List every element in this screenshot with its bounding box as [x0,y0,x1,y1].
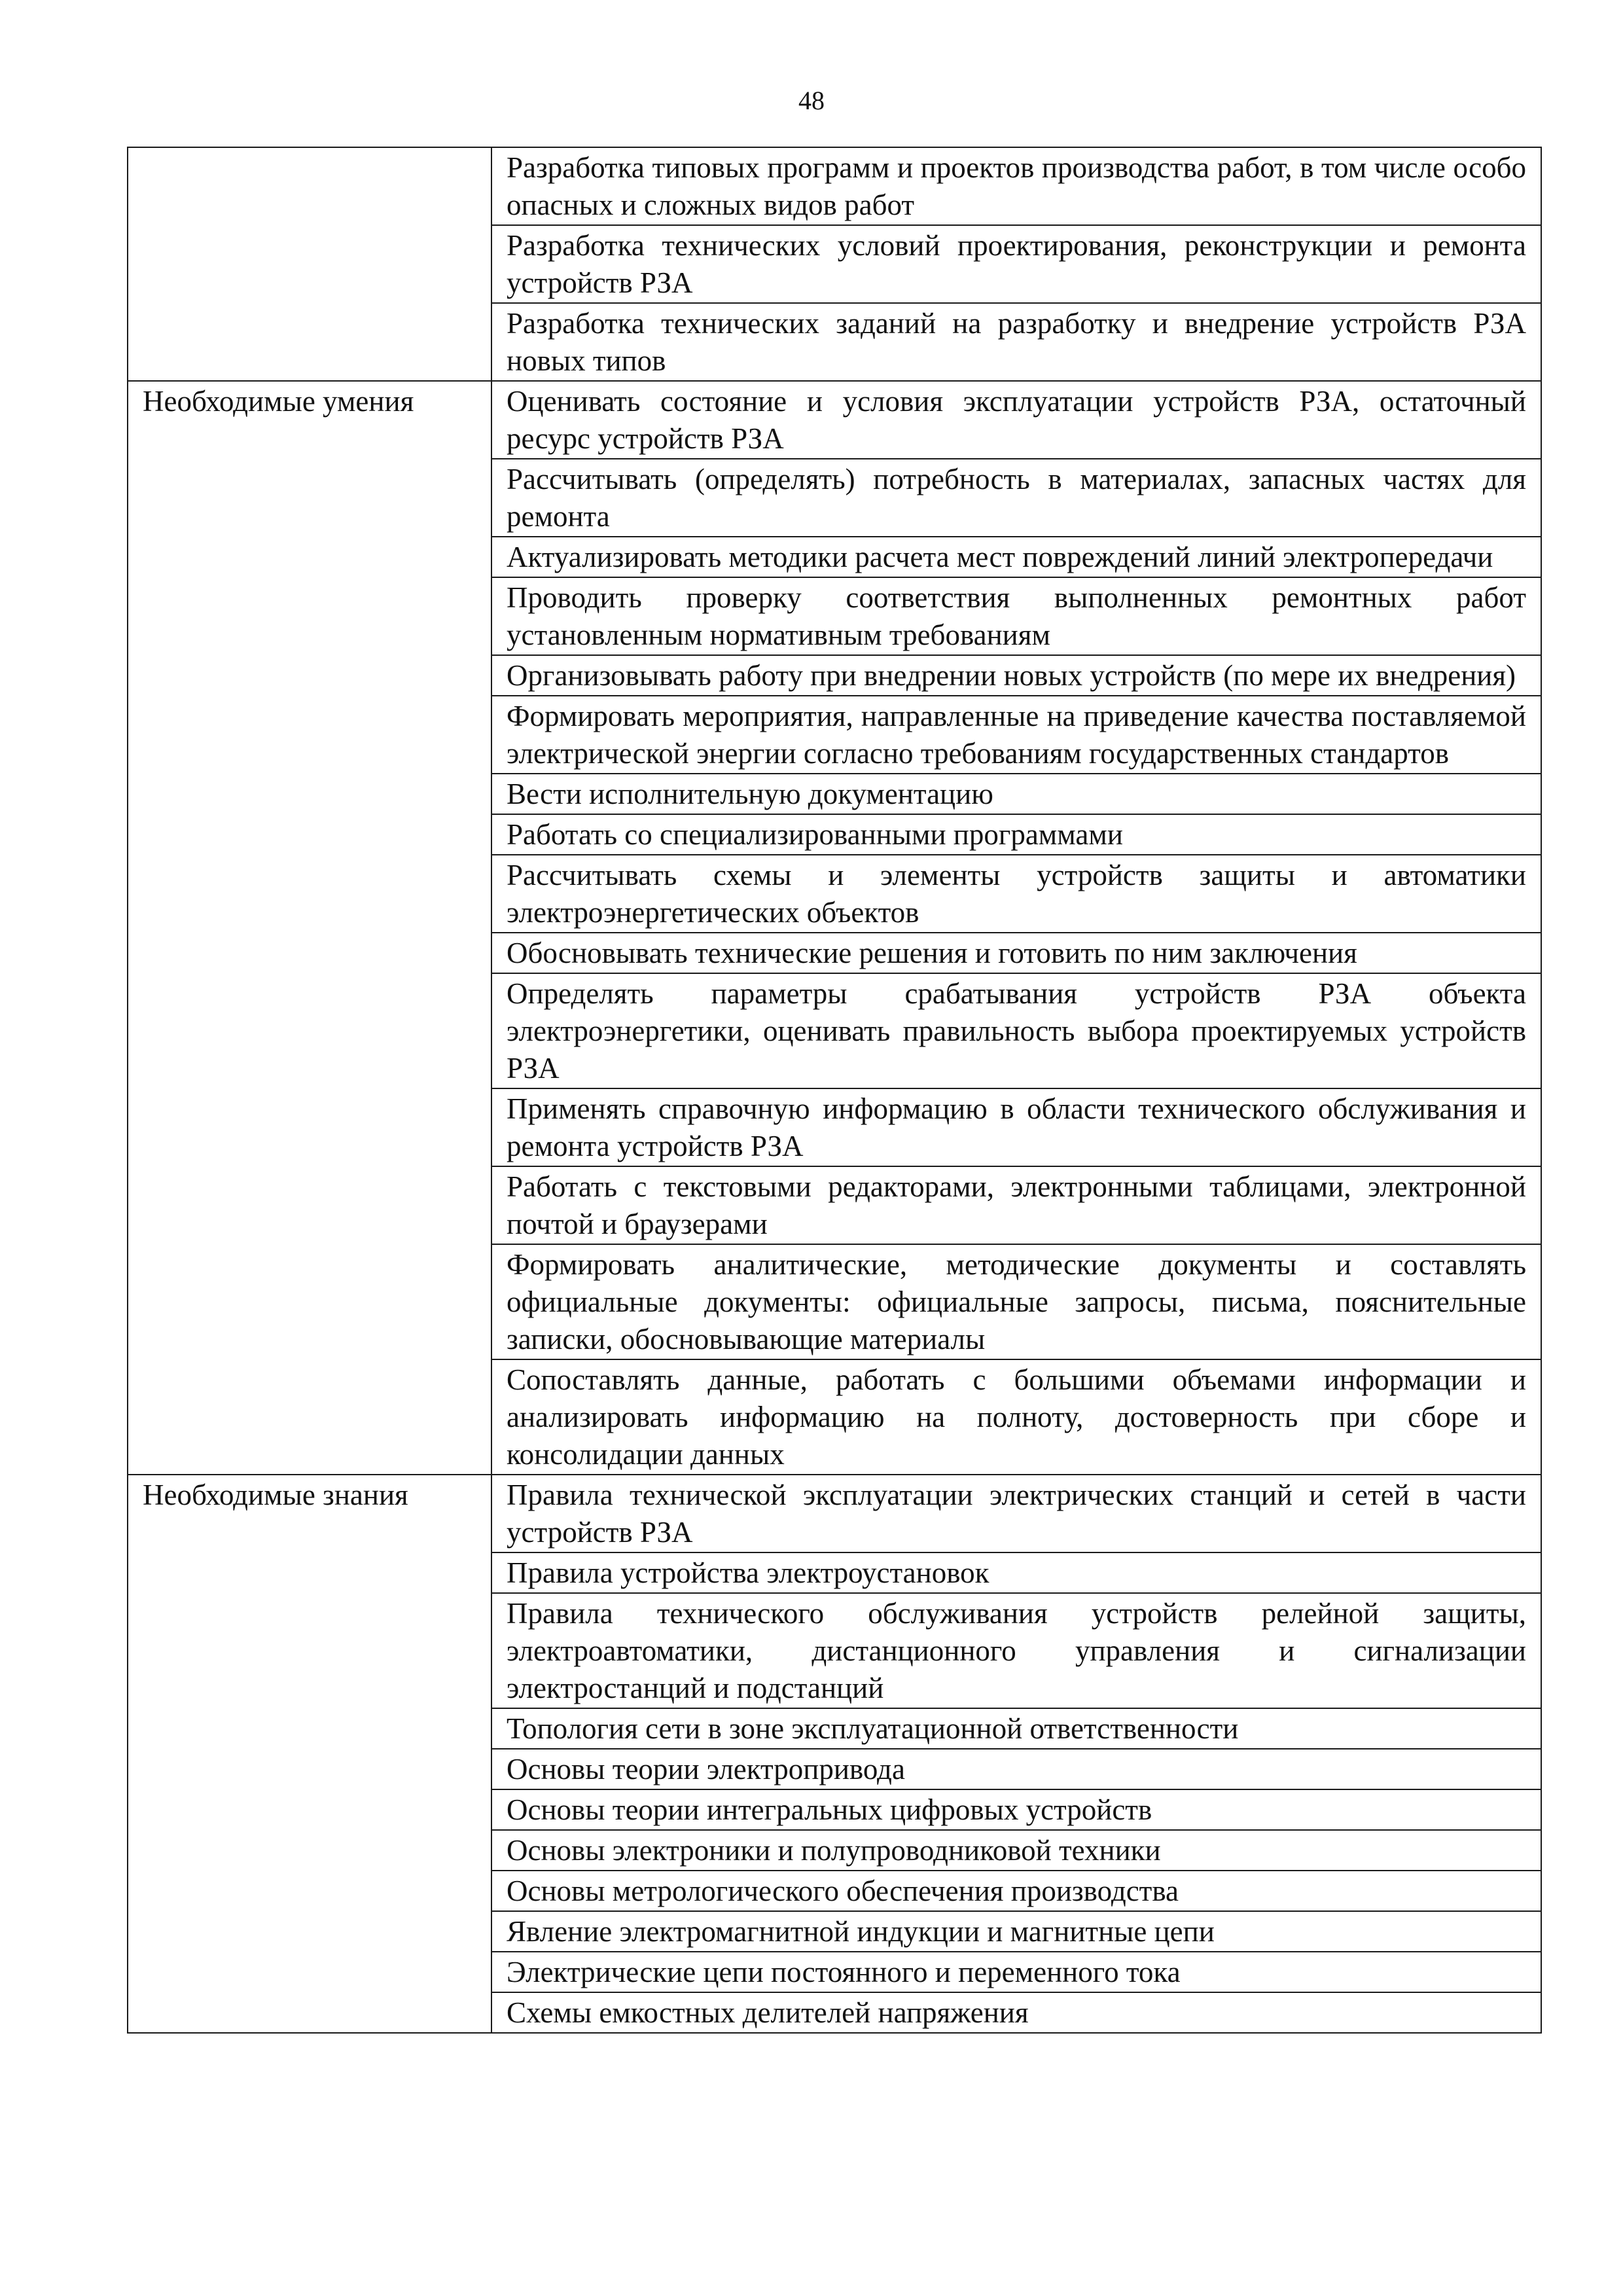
table-cell-text: Основы теории электропривода [491,1749,1541,1789]
page-number: 48 [798,86,825,115]
competency-table-body [128,147,1541,2033]
table-cell-text: Работать со специализированными программами [491,814,1541,855]
table-cell-text: Правила технического обслуживания устройств релейной защиты, электроавтоматики, дистанционного управления и сигнализации электростанций и подстанций [491,1593,1541,1708]
table-cell-text: Разработка технических заданий на разработку и внедрение устройств РЗА новых типов [491,303,1541,381]
table-cell-text: Определять параметры срабатывания устройств РЗА объекта электроэнергетики, оценивать правильность выбора проектируемых устройств РЗА [491,973,1541,1088]
table-cell-text: Рассчитывать схемы и элементы устройств защиты и автоматики электроэнергетических объектов [491,855,1541,933]
table-row [128,1475,1541,1552]
table-cell-text: Основы теории интегральных цифровых устройств [491,1789,1541,1830]
table-cell-text: Основы электроники и полупроводниковой техники [491,1830,1541,1871]
table-cell-text: Актуализировать методики расчета мест повреждений линий электропередачи [491,537,1541,577]
section-label-empty [128,147,491,381]
section-label: Необходимые знания [128,1475,491,2033]
table-cell-text: Разработка типовых программ и проектов производства работ, в том числе особо опасных и сложных видов работ [491,147,1541,225]
table-cell-text: Организовывать работу при внедрении новых устройств (по мере их внедрения) [491,655,1541,696]
table-cell-text: Правила устройства электроустановок [491,1552,1541,1593]
table-cell-text: Схемы емкостных делителей напряжения [491,1992,1541,2033]
table-cell-text: Обосновывать технические решения и готовить по ним заключения [491,933,1541,973]
table-cell-text: Работать с текстовыми редакторами, электронными таблицами, электронной почтой и браузерами [491,1166,1541,1244]
table-cell-text: Разработка технических условий проектирования, реконструкции и ремонта устройств РЗА [491,225,1541,303]
table-cell-text: Основы метрологического обеспечения производства [491,1871,1541,1911]
table-row [128,147,1541,225]
competency-table [127,147,1542,2034]
table-cell-text: Правила технической эксплуатации электрических станций и сетей в части устройств РЗА [491,1475,1541,1552]
table-cell-text: Вести исполнительную документацию [491,774,1541,814]
table-cell-text: Топология сети в зоне эксплуатационной ответственности [491,1708,1541,1749]
table-cell-text: Явление электромагнитной индукции и магнитные цепи [491,1911,1541,1952]
table-cell-text: Проводить проверку соответствия выполненных ремонтных работ установленным нормативным требованиям [491,577,1541,655]
table-cell-text: Рассчитывать (определять) потребность в материалах, запасных частях для ремонта [491,459,1541,537]
table-cell-text: Формировать мероприятия, направленные на приведение качества поставляемой электрической энергии согласно требованиям государственных стандартов [491,696,1541,774]
table-cell-text: Оценивать состояние и условия эксплуатации устройств РЗА, остаточный ресурс устройств РЗА [491,381,1541,459]
table-cell-text: Электрические цепи постоянного и переменного тока [491,1952,1541,1992]
table-cell-text: Применять справочную информацию в области технического обслуживания и ремонта устройств РЗА [491,1088,1541,1166]
table-cell-text: Формировать аналитические, методические документы и составлять официальные документы: официальные запросы, письма, пояснительные записки, обосновывающие материалы [491,1244,1541,1359]
section-label: Необходимые умения [128,381,491,1475]
table-cell-text: Сопоставлять данные, работать с большими объемами информации и анализировать информацию на полноту, достоверность при сборе и консолидации данных [491,1359,1541,1475]
table-row [128,381,1541,459]
